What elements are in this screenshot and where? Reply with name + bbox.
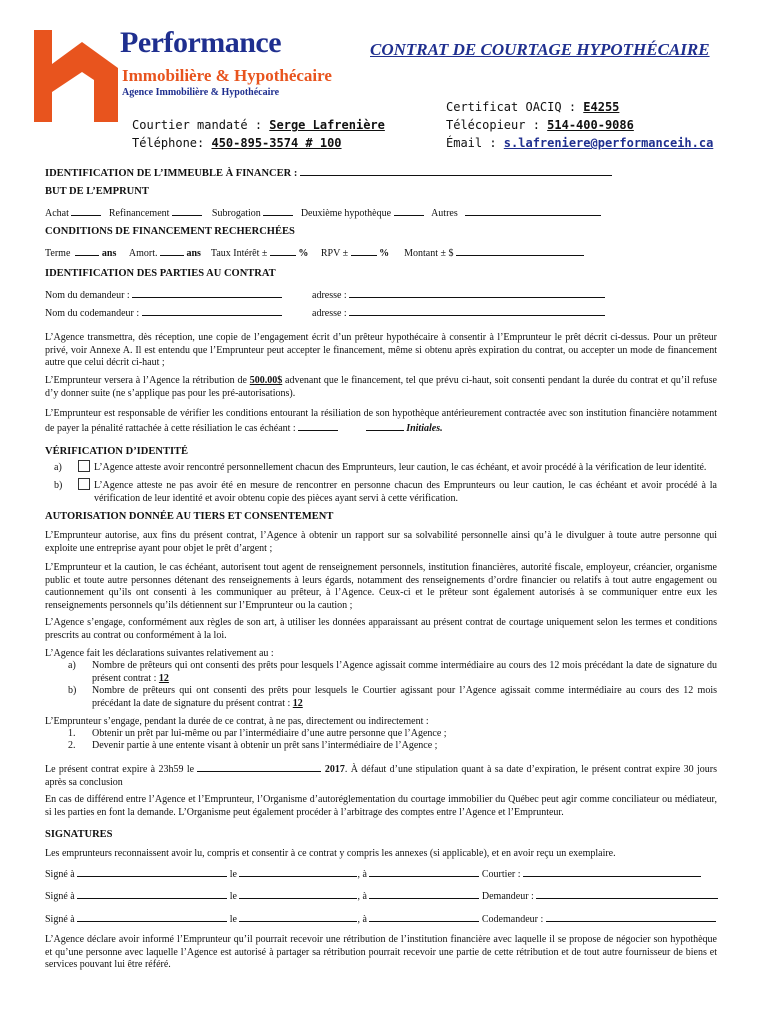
demandeur-time-field[interactable] — [369, 889, 479, 899]
codemandeur-place-field[interactable] — [77, 912, 227, 922]
engagement-2-label: 2. — [68, 740, 76, 751]
declaration-a-label: a) — [68, 660, 76, 671]
codemandeur-address-row: adresse : — [312, 306, 605, 319]
codemandeur-row: Nom du codemandeur : — [45, 306, 282, 319]
broker-name: Serge Lafrenière — [269, 118, 385, 132]
differend-paragraph: En cas de différend entre l’Agence et l’Emprunteur, l’Organisme d’autoréglementation du courtage immobilier du Québec peut agir comme conciliateur ou médiateur, si les parties en font la demande. L’Organisme peut également procéder à l’arbitrage des comptes entre l’Agence et l’Emprunteur. — [45, 794, 717, 818]
engagement-1: Obtenir un prêt par lui-même ou par l’intermédiaire d’une autre personne que l’Agence ; — [92, 728, 447, 739]
verif-b-text: L’Agence atteste ne pas avoir été en mesure de rencontrer en personne chacun des Emprunteurs ou leur caution, le cas échéant et avoir procédé à la vérification de leur identité et avoir obtenu copie des pièces ayant servi à cette vérification. — [94, 480, 717, 504]
cert-line: Certificat OACIQ : E4255 — [446, 100, 620, 114]
retribution-amount: 500.00$ — [249, 375, 283, 386]
authorization-p1: L’Emprunteur autorise, aux fins du présent contrat, l’Agence à obtenir un rapport sur sa solvabilité personnelle ainsi qu’à le divulguer à toute autre personne qui exploite une entreprise ayant pour objet le prêt d’argent ; — [45, 530, 717, 554]
engagement-1-label: 1. — [68, 728, 76, 739]
declaration-a: Nombre de prêteurs qui ont consenti des prêts pour lesquels l’Agence agissait comme intermédiaire au cours des 12 mois précédant la date de signature du présent contrat : 12 — [92, 660, 717, 684]
conditions-row: Terme ans Amort. ans Taux Intérêt ± % RPV ± % Montant ± $ — [45, 246, 584, 259]
retribution-paragraph: L’Emprunteur versera à l’Agence la rétribution de 500.00$ advenant que le financement, tel que prévu ci-haut, soit consenti pendant la durée du contrat et qu’il refuse d’y donner suite (ne s’applique pas pour les pré-autorisations). — [45, 375, 717, 399]
expiration-paragraph: Le présent contrat expire à 23h59 le 2017. À défaut d’une stipulation quant à sa date d’expiration, le présent contrat expire 30 jours après sa conclusion — [45, 764, 717, 788]
authorization-p2: L’Emprunteur et la caution, le cas échéant, autorisent tout agent de renseignement personnels, institution financières, autorité fiscale, employeur, créancier, organisme public et toute autre personnes détenant des renseignements à leurs égards, notamment des renseignements d’ordre financier ou relatifs à tout autre engagement ou cautionnement qu’ils ont consenti à les communiquer au prêteur, à l’Agence. Ceux-ci et le prêteur sont également autorisés à se communiquer entre eux les renseignements personnels qu’ils détiennent sur l’Emprunteur ou la caution ; — [45, 562, 717, 611]
demandeur-date-field[interactable] — [239, 889, 357, 899]
email-link[interactable]: s.lafreniere@performanceih.ca — [503, 136, 714, 150]
verification-heading: VÉRIFICATION D’IDENTITÉ — [45, 446, 189, 457]
achat-field[interactable] — [71, 206, 101, 216]
email-line: Émail : s.lafreniere@performanceih.ca — [446, 136, 714, 150]
conditions-heading: CONDITIONS DE FINANCEMENT RECHERCHÉES — [45, 226, 295, 237]
signature-row-demandeur: Signé à le , à Demandeur : — [45, 889, 718, 902]
courtier-place-field[interactable] — [77, 867, 227, 877]
codemandeur-date-field[interactable] — [239, 912, 357, 922]
verif-b-label: b) — [54, 480, 63, 491]
signatures-heading: SIGNATURES — [45, 829, 113, 840]
brand-name: Performance — [120, 26, 282, 59]
authorization-heading: AUTORISATION DONNÉE AU TIERS ET CONSENTEMENT — [45, 511, 334, 522]
broker-line: Courtier mandaté : Serge Lafrenière — [132, 118, 385, 132]
verif-a-text: L’Agence atteste avoir rencontré personnellement chacun des Emprunteurs, leur caution, le cas échéant, et avoir procédé à la vérification de leur identité. — [94, 462, 707, 473]
taux-field[interactable] — [270, 246, 296, 256]
property-identification: IDENTIFICATION DE L’IMMEUBLE À FINANCER : — [45, 166, 612, 179]
signatures-intro: Les emprunteurs reconnaissent avoir lu, compris et consentir à ce contrat y compris les annexes (si applicable), et en avoir reçu un exemplaire. — [45, 848, 616, 859]
engagement-intro: L’Emprunteur s’engage, pendant la durée de ce contrat, à ne pas, directement ou indirectement : — [45, 716, 429, 727]
declaration-a-value: 12 — [158, 672, 169, 684]
resiliation-paragraph: L’Emprunteur est responsable de vérifier les conditions entourant la résiliation de son hypothèque antérieurement contractée avec son institution financière notamment de payer la pénalité rattachée à cette résiliation le cas échéant : Initiales. — [45, 408, 717, 434]
demandeur-address-row: adresse : — [312, 288, 605, 301]
montant-field[interactable] — [456, 246, 584, 256]
demandeur-address-field[interactable] — [349, 288, 605, 298]
brand-tagline: Agence Immobilière & Hypothécaire — [122, 87, 280, 98]
codemandeur-name-field[interactable] — [142, 306, 282, 316]
fax-value: 514-400-9086 — [547, 118, 634, 132]
amort-field[interactable] — [160, 246, 184, 256]
courtier-signature-field[interactable] — [523, 867, 701, 877]
engagement-paragraph: L’Agence transmettra, dès réception, une copie de l’engagement écrit d’un prêteur hypothécaire à consentir à l’Emprunteur le prêt décrit ci-dessus. Pour un prêteur privé, voir Annexe A. Il est entendu que l’Emprunteur peut accepter le financement, même si obtenu après expiration du contrat, ou accepter un mode de financement autre que celui décrit ci-haut ; — [45, 332, 717, 368]
refinancement-field[interactable] — [172, 206, 202, 216]
parties-heading: IDENTIFICATION DES PARTIES AU CONTRAT — [45, 268, 276, 279]
loan-purpose-heading: BUT DE L’EMPRUNT — [45, 186, 149, 197]
demandeur-place-field[interactable] — [77, 889, 227, 899]
courtier-date-field[interactable] — [239, 867, 357, 877]
brand-subtitle: Immobilière & Hypothécaire — [122, 66, 332, 85]
declaration-b-value: 12 — [292, 697, 303, 709]
fax-line: Télécopieur : 514-400-9086 — [446, 118, 634, 132]
courtier-time-field[interactable] — [369, 867, 479, 877]
signature-row-codemandeur: Signé à le , à Codemandeur : — [45, 912, 716, 925]
declaration-b: Nombre de prêteurs qui ont consenti des prêts pour lesquels le Courtier agissant pour l’Agence agissait comme intermédiaire au cours des 12 mois précédant la date de signature du présent contrat : 12 — [92, 685, 717, 709]
codemandeur-address-field[interactable] — [349, 306, 605, 316]
signature-row-courtier: Signé à le , à Courtier : — [45, 867, 701, 880]
final-declaration: L’Agence déclare avoir informé l’Emprunteur qu’il pourrait recevoir une rétribution de l’institution financière avec laquelle il se propose de négocier son hypothèque et qu’une personne avec laquelle l’Agence est autorisé à partager sa rétribution pourrait recevoir une partie de cette rétribution et de tout autre fournisseur de biens et services pouvant lui être référé. — [45, 934, 717, 970]
property-field[interactable] — [300, 166, 612, 176]
company-logo — [30, 26, 120, 122]
verif-b-checkbox[interactable] — [78, 478, 90, 490]
declarations-intro: L’Agence fait les déclarations suivantes relativement au : — [45, 648, 274, 659]
document-title: CONTRAT DE COURTAGE HYPOTHÉCAIRE — [370, 40, 710, 59]
autres-field[interactable] — [465, 206, 601, 216]
demandeur-signature-field[interactable] — [536, 889, 718, 899]
verif-a-checkbox[interactable] — [78, 460, 90, 472]
subrogation-field[interactable] — [263, 206, 293, 216]
declaration-b-label: b) — [68, 685, 77, 696]
engagement-2: Devenir partie à une entente visant à obtenir un prêt sans l’intermédiaire de l’Agence ; — [92, 740, 438, 751]
phone-value: 450-895-3574 # 100 — [211, 136, 342, 150]
codemandeur-time-field[interactable] — [369, 912, 479, 922]
verif-a-label: a) — [54, 462, 62, 473]
demandeur-row: Nom du demandeur : — [45, 288, 282, 301]
initiales-field-1[interactable] — [298, 421, 338, 431]
demandeur-name-field[interactable] — [132, 288, 282, 298]
rpv-field[interactable] — [351, 246, 377, 256]
deuxieme-field[interactable] — [394, 206, 424, 216]
expiration-date-field[interactable] — [197, 762, 321, 772]
initiales-field-2[interactable] — [366, 421, 404, 431]
cert-value: E4255 — [583, 100, 620, 114]
authorization-p3: L’Agence s’engage, conformément aux règles de son art, à utiliser les données apparaissant au présent contrat de courtage uniquement selon les termes et conditions prescrits au contrat ou conformément à la loi. — [45, 617, 717, 641]
loan-purpose-row: Achat Refinancement Subrogation Deuxième hypothèque Autres — [45, 206, 601, 219]
phone-line: Téléphone: 450-895-3574 # 100 — [132, 136, 342, 150]
terme-field[interactable] — [75, 246, 99, 256]
codemandeur-signature-field[interactable] — [546, 912, 716, 922]
